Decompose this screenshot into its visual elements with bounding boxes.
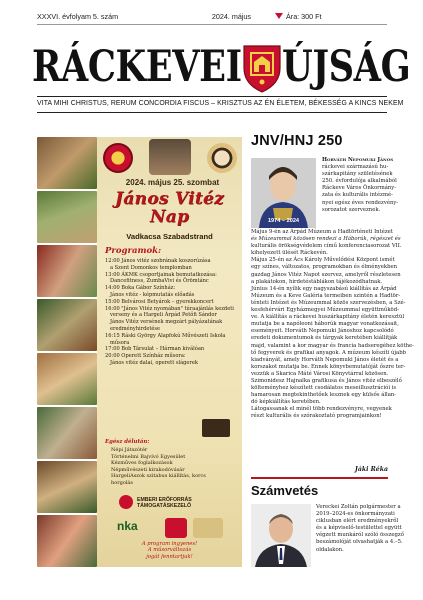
poster-panel — [97, 137, 242, 567]
event-photo — [37, 407, 97, 459]
article-line: részt kulturális és szórakoztató programjainkon! — [251, 413, 382, 420]
sponsor-logo-icon — [193, 518, 223, 538]
poster-title-line1: János Vitéz — [114, 189, 225, 209]
program-heading: Programok: — [105, 246, 162, 256]
coop-line: horgolás — [111, 479, 133, 486]
article-line: Múzeum és a Keve Galéria termeiben szintén a Hadtör- — [251, 292, 401, 299]
program-line: 20:00 Operett Színház műsora: — [105, 353, 186, 360]
coop-list — [111, 447, 241, 487]
sponsor-text: EMBERI ERŐFORRÁS TÁMOGATÁSKEZELŐ — [137, 497, 192, 509]
article-line: végzett munkáról szóló összegző — [316, 532, 404, 539]
triangle-down-icon — [275, 13, 283, 19]
masthead — [31, 38, 410, 96]
program-line: János vitéz dalai, operett slágerek — [110, 359, 198, 366]
article2-body — [316, 504, 404, 554]
program-list — [105, 258, 237, 367]
motto: VITA MIHI CHRISTUS, RERUM CONCORDIA FISCUS – KRISZTUS AZ ÉN ÉLETEM, BÉKESSÉG A KINCS NEKEM — [37, 100, 404, 107]
article-line: Vereckei Zoltán polgármester a — [316, 504, 401, 510]
article-line: Látogassanak el minél több rendezvényre, vegyenek — [251, 406, 392, 413]
article-line: kihelyezett ülését Ráckevén. — [251, 250, 328, 257]
price-tag — [275, 12, 322, 21]
coop-line: Történelmi Bajvívó Egyesület — [111, 453, 186, 460]
event-photo — [37, 515, 97, 567]
motto-rule — [37, 112, 387, 113]
event-poster — [37, 137, 242, 567]
article-line: oldalakon. — [316, 546, 344, 553]
article-line: gazdag János Vitéz Napot szervez, amelyről részletesen — [251, 271, 401, 278]
article-line: és Múzeummal közösen rendezi a Háborúk, régészet és — [251, 236, 401, 243]
coop-line: HargeliAszok szitabus kiállítás, korcs — [111, 473, 206, 480]
issue-date: 2024. május — [211, 11, 251, 21]
coop-line: Népi Játszótér — [111, 447, 148, 453]
article2-title: Számvetés — [251, 483, 319, 498]
article-line: hamarosan megtekinthetőek lesznek egy külsős állan- — [251, 392, 397, 399]
article-line: beszámolóját olvashatják a 4.–5. — [316, 539, 403, 546]
volume-label: XXXVI. évfolyam 5. szám — [37, 11, 119, 21]
article-line: dó képkiállítás keretében. — [251, 399, 321, 406]
article-line: 250. évfordulója alkalmából — [322, 178, 397, 185]
article-line: Szimonidesz Hajnalka grafikusa és János vitéz elbeszélő — [251, 377, 402, 384]
sponsor-logo-icon — [165, 518, 187, 538]
poster-footer: A program ingyenes! A műsorváltozás jogát fenntartjuk! — [141, 541, 198, 560]
article-line: ciklusban elért eredményekről — [316, 518, 399, 525]
article-line: Május 25-én az Ács Károly Művelődési Központ ismét — [251, 257, 395, 264]
program-line: 12:00 János vitéz szobrának koszorúzása — [105, 258, 211, 264]
article-line: Ráckeve Város Önkormány- — [322, 185, 397, 192]
program-line: 17:00 Bob Társulat – Hárman kiválóan — [105, 346, 205, 353]
masthead-rule — [37, 96, 387, 97]
program-line: eredményhirdetése — [110, 325, 161, 332]
masthead-left-word: RÁCKEVEI — [31, 41, 242, 92]
masthead-right-word: ÚJSÁG — [281, 41, 410, 92]
coop-line: Népművészeti kirakodóvásár — [111, 466, 185, 473]
town-logo-icon — [103, 143, 133, 173]
event-photo — [37, 245, 97, 297]
poster-date: 2024. május 25. szombat — [125, 178, 220, 187]
horseman-illustration-icon — [149, 139, 191, 175]
article-line: mutatja be a napóleoni háborúk magyar vonatkozásait, — [251, 321, 399, 328]
article-intro — [322, 157, 399, 214]
coop-line: Kézműves foglalkozások — [111, 460, 173, 467]
article-line: és a képviselő-testülettel együtt — [316, 525, 402, 532]
event-photo — [37, 299, 97, 351]
article-line: vezzük a Skarica Máté Városi Könyvtárral közösen. — [251, 370, 389, 377]
eemi-logo-icon — [119, 495, 133, 509]
article-line: kulturális örökségvédelem című konferenciasorozat VII. — [251, 243, 402, 250]
article-line: a plakátokon, hirdetéstáblákon tájékozódhatnak. — [251, 278, 383, 285]
hussar-portrait-icon — [207, 143, 237, 173]
program-line: 13:00 ÁKMK csoportjainak bemutatkozása: — [105, 271, 217, 278]
program-line: 14:00 Boka Gábor Színház: — [105, 285, 176, 292]
event-photo — [37, 191, 97, 243]
program-line: 16:00 "János Vitéz nyomában" túraajánlás kezdeti — [105, 305, 234, 312]
section-divider — [251, 477, 388, 479]
article-line: Június 14-én nyílik egy nagyszabású kiállítás az Árpád — [251, 285, 397, 292]
article-line: majd, valamint a kor magyar és francia hadseregéhez köthe- — [251, 342, 414, 349]
coat-of-arms-icon — [238, 40, 286, 94]
article-line: kesfehérvári Egyházmegyei Múzeummal együttműköd- — [251, 307, 399, 314]
event-photo — [37, 353, 97, 405]
article-line: zata és kulturális intézmé- — [322, 192, 393, 199]
article-line: egy színes, változatos, programokban és élményekben — [251, 264, 398, 271]
program-line: a Szent Domonkos templomban — [110, 264, 192, 271]
program-line: János vitéz - képmutatás előadás — [110, 291, 195, 298]
article-line: Horváth Nepomuki János — [322, 157, 394, 163]
top-rule — [37, 24, 387, 25]
coop-heading: Egész délután: — [105, 439, 150, 445]
article-line: eredeti dokumentumok és tárgyak keretében kiállítják — [251, 335, 398, 342]
program-line: 16:15 Ráski György Alapfokú Művészeti Iskola — [105, 332, 226, 339]
article-line: költeményhez készített csodálatos meseillusztrációi is — [251, 385, 397, 392]
program-line: verseny és a Hargeli Árpád Petőfi Sándor — [110, 312, 217, 319]
program-line: János Vitéz versének megzárt pályázatának — [110, 319, 223, 326]
article-line: sorozatot szerveznek. — [322, 206, 381, 213]
mayor-photo — [251, 504, 311, 567]
program-line: Dancefitness, ZumbaVivi és Örömtánc — [110, 278, 209, 285]
article-line: ténteti Intézet és Múzeummal közös szervezésben, a Szé- — [251, 299, 406, 306]
article-line: korszakot mutatja be. Ennek könyvbemutatóját őszre ter- — [251, 363, 406, 370]
poster-venue: Vadkacsa Szabadstrand — [126, 232, 213, 241]
article-line: ráckevei származású hu- — [322, 164, 389, 171]
program-line: műsora — [110, 339, 130, 346]
poster-photo-strip — [37, 137, 97, 567]
article-author: Jáki Réka — [354, 466, 388, 473]
price-label: Ára: 300 Ft — [286, 11, 322, 21]
article-line: ve. A kiállítás a ráckevei huszárkapitány életén keresztül — [251, 314, 405, 321]
portrait-caption: 1974 – 2024 — [267, 218, 300, 224]
article-title: JNV/HNJ 250 — [251, 133, 343, 149]
article-line: nyei egész éves rendezvény- — [322, 199, 399, 206]
article-body — [251, 229, 414, 421]
article-line: Május 9-én az Árpád Múzeum a Hadtörténeti Intézet — [251, 229, 393, 235]
article-line: tő fegyverek és grafikai anyagok. A múzeum készíti újabb — [251, 349, 406, 356]
museum-building-icon — [202, 419, 230, 437]
article-line: szárkapitány születésének — [322, 171, 393, 178]
article-line: kiadványát, amely Horváth Nepomuki János életét és a — [251, 356, 399, 363]
issue-info-bar — [37, 10, 387, 22]
event-photo — [37, 461, 97, 513]
article-line: eseményeit. Horváth Nepomuki Jánoshoz kapcsolódó — [251, 328, 394, 335]
event-photo — [37, 137, 97, 189]
program-line: 15:00 Belvárosi Betyárok – gyerekkoncert — [105, 298, 214, 305]
article-line: 2019–2024-es önkormányzati — [316, 511, 395, 518]
nka-logo: nka — [117, 519, 138, 533]
poster-title-line2: Nap — [149, 207, 190, 227]
